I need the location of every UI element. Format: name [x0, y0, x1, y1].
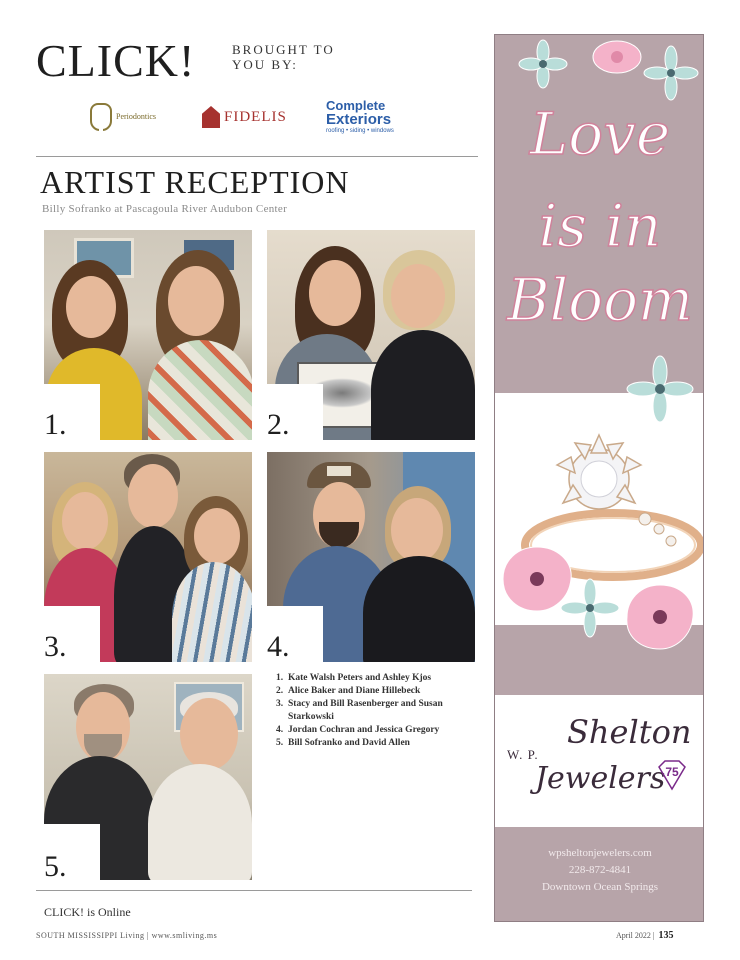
caption-text: Bill Sofranko and David Allen: [288, 738, 410, 748]
ad-contact: [495, 845, 704, 896]
blue-flower-icon: [641, 45, 701, 101]
ad-website[interactable]: wpsheltonjewelers.com: [548, 847, 652, 859]
caption-number: 2.: [276, 686, 284, 696]
blue-flower-icon: [557, 575, 623, 641]
photo-1-number: 1.: [44, 408, 67, 441]
blue-flower-icon: [513, 39, 573, 89]
footer-issue-date: April 2022 |: [616, 931, 655, 940]
logo-wp: W. P.: [507, 747, 539, 762]
caption-text: Kate Walsh Peters and Ashley Kjos: [288, 673, 432, 683]
caption-number: 5.: [276, 738, 284, 748]
caption-number: 3.: [276, 699, 284, 709]
caption-text: Alice Baker and Diane Hillebeck: [288, 686, 421, 696]
bottom-divider: [36, 890, 472, 891]
pink-flower-icon: [621, 581, 699, 653]
ad-headline-love: Love: [529, 100, 671, 168]
photo-captions: [276, 672, 476, 750]
footer-publication: SOUTH MISSISSIPPI Living | www.smliving.ms: [36, 931, 218, 940]
caption-text: Jordan Cochran and Jessica Gregory: [288, 725, 440, 735]
photo-4-number: 4.: [267, 630, 290, 663]
ad-headline-bloom: Bloom: [506, 266, 693, 334]
sponsor-2-name: FIDELIS: [224, 108, 287, 125]
photo-2-number: 2.: [267, 408, 290, 441]
photo-3-number: 3.: [44, 630, 67, 663]
sponsor-3-line2: Exteriors: [326, 111, 392, 128]
sponsor-logos: [90, 90, 430, 144]
photo-4[interactable]: [267, 452, 475, 662]
photo-2[interactable]: [267, 230, 475, 440]
pink-flower-icon: [589, 35, 645, 79]
caption-text: Stacy and Bill Rasenberger and Susan Starkowski: [288, 699, 443, 722]
photo-5-number: 5.: [44, 850, 67, 883]
sponsor-periodontics-logo[interactable]: [90, 90, 190, 144]
ad-phone[interactable]: 228-872-4841: [568, 864, 632, 876]
ad-location: Downtown Ocean Springs: [541, 881, 659, 893]
click-title: CLICK!: [36, 35, 196, 86]
top-divider: [36, 156, 478, 157]
click-online-link[interactable]: CLICK! is Online: [44, 905, 131, 919]
jeweler-logo-panel: [495, 695, 704, 827]
sponsor-3-sub: roofing • siding • windows: [326, 128, 394, 134]
logo-shelton: Shelton: [567, 713, 692, 751]
house-icon: [202, 106, 220, 128]
anniversary-badge: [655, 759, 689, 791]
sponsor-3-line1: Complete: [326, 98, 386, 113]
sponsor-fidelis-logo[interactable]: [202, 90, 312, 144]
sponsor-complete-exteriors-logo[interactable]: [326, 90, 426, 144]
caption-item: [276, 724, 476, 737]
caption-item: [276, 672, 476, 685]
caption-item: [276, 685, 476, 698]
page-number: 135: [658, 930, 674, 941]
footer-issue: [616, 930, 674, 941]
caption-number: 4.: [276, 725, 284, 735]
anniversary-number: 75: [665, 765, 679, 779]
photo-5[interactable]: [44, 674, 252, 880]
jeweler-advertisement[interactable]: [494, 34, 704, 922]
logo-jewelers: Jewelers: [535, 761, 666, 796]
caption-item: [276, 737, 476, 750]
caption-number: 1.: [276, 673, 284, 683]
caption-item: [276, 698, 476, 724]
photo-3[interactable]: [44, 452, 252, 662]
ad-headline-is-in: is in: [538, 192, 662, 260]
tooth-icon: [90, 103, 112, 131]
section-title: ARTIST RECEPTION: [40, 164, 350, 200]
photo-1[interactable]: [44, 230, 252, 440]
brought-to-you-by: BROUGHT TO YOU BY:: [232, 42, 335, 72]
section-subtitle: Billy Sofranko at Pascagoula River Audubon Center: [42, 203, 288, 215]
sponsor-1-name: Periodontics: [116, 112, 156, 121]
